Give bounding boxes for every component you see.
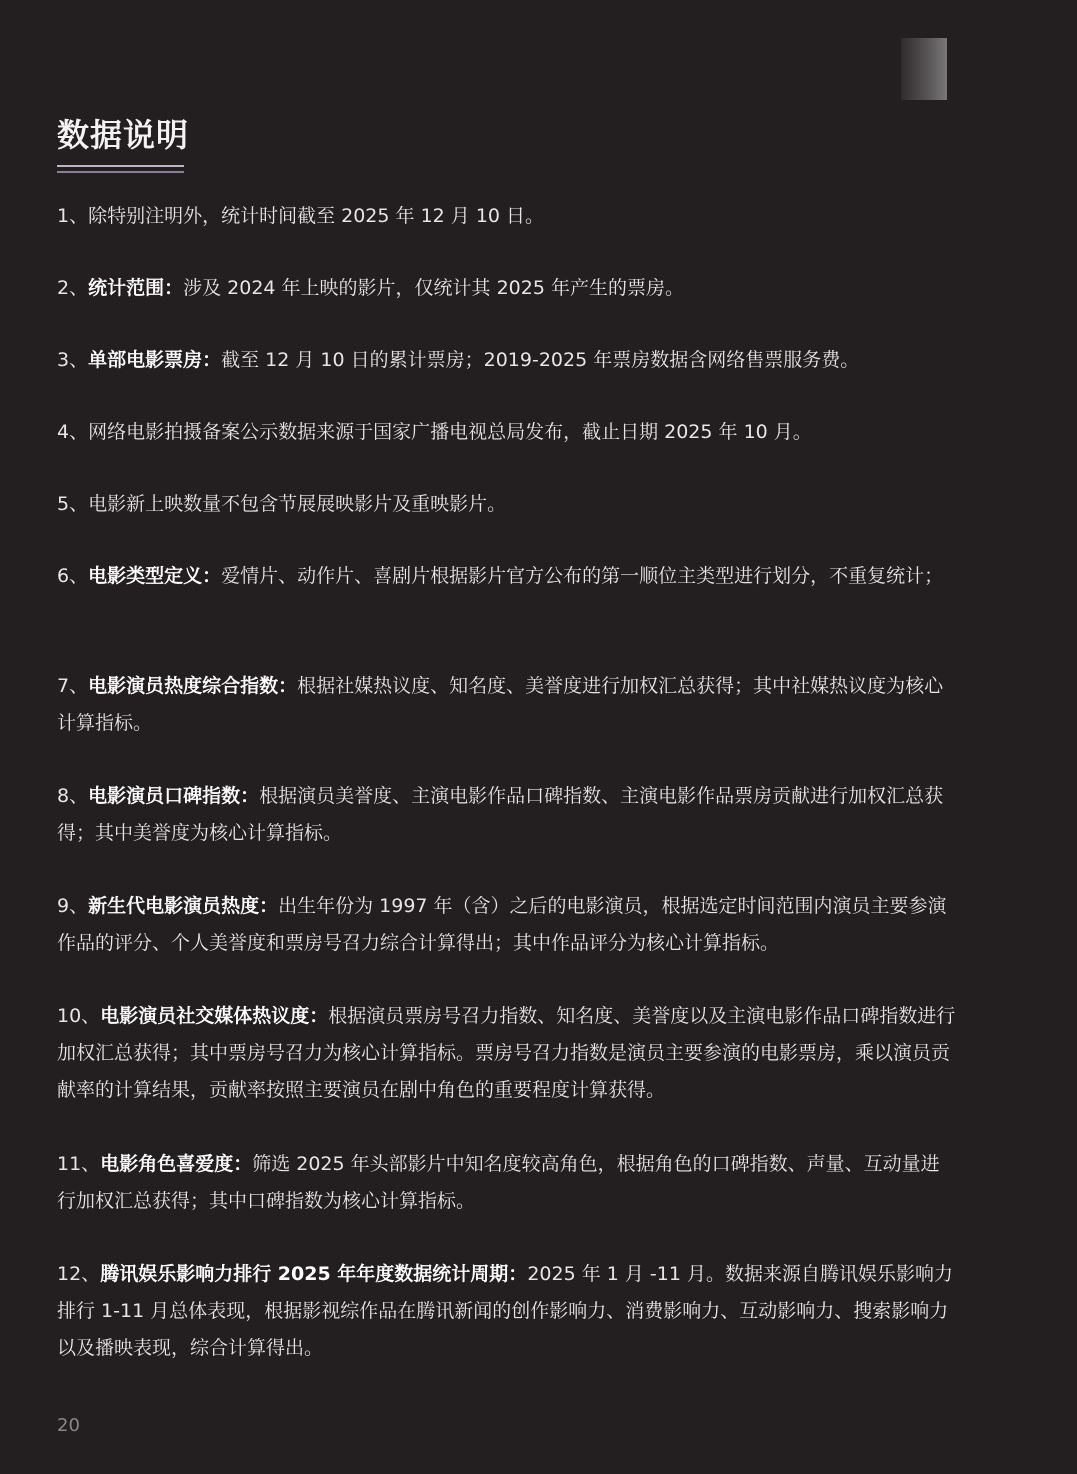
note-number: 12、: [57, 1263, 101, 1285]
note-number: 1、: [57, 205, 89, 227]
note-text: 除特别注明外，统计时间截至 2025 年 12 月 10 日。: [88, 205, 545, 227]
corner-decoration: [901, 38, 947, 100]
note-number: 10、: [57, 1005, 101, 1027]
note-text: 出生年份为 1997 年（含）之后的电影演员，根据选定时间范围内演员主要参演作品的评分、个人美誉度和票房号召力综合计算得出；其中作品评分为核心计算指标。: [57, 895, 947, 954]
note-item-5: [57, 486, 957, 523]
note-number: 7、: [57, 675, 89, 697]
page-number: 20: [57, 1415, 80, 1436]
note-lead: 电影角色喜爱度：: [100, 1153, 253, 1175]
note-lead: 电影演员社交媒体热议度：: [100, 1005, 329, 1027]
note-number: 11、: [57, 1153, 101, 1175]
note-item-10: [57, 998, 957, 1109]
page-title: 数据说明: [57, 116, 190, 154]
note-text: 根据演员美誉度、主演电影作品口碑指数、主演电影作品票房贡献进行加权汇总获得；其中美誉度为核心计算指标。: [57, 785, 944, 844]
note-number: 2、: [57, 277, 89, 299]
note-number: 5、: [57, 493, 89, 515]
note-text: 根据社媒热议度、知名度、美誉度进行加权汇总获得；其中社媒热议度为核心计算指标。: [57, 675, 944, 734]
note-item-11: [57, 1146, 957, 1220]
note-item-8: [57, 778, 957, 852]
note-text: 网络电影拍摄备案公示数据来源于国家广播电视总局发布，截止日期 2025 年 10 月。: [88, 421, 812, 443]
note-item-2: [57, 270, 957, 307]
note-item-4: [57, 414, 957, 451]
note-text: 电影新上映数量不包含节展展映影片及重映影片。: [88, 493, 507, 515]
note-number: 4、: [57, 421, 89, 443]
note-number: 9、: [57, 895, 89, 917]
note-lead: 电影演员口碑指数：: [88, 785, 260, 807]
note-text: 2025 年 1 月 -11 月。数据来源自腾讯娱乐影响力排行 1-11 月总体表现，根据影视综作品在腾讯新闻的创作影响力、消费影响力、互动影响力、搜索影响力以及播映表现，综合计算得出。: [57, 1263, 953, 1359]
note-lead: 腾讯娱乐影响力排行 2025 年年度数据统计周期：: [100, 1263, 528, 1285]
note-item-6: [57, 558, 957, 595]
note-text: 涉及 2024 年上映的影片，仅统计其 2025 年产生的票房。: [183, 277, 684, 299]
note-lead: 电影演员热度综合指数：: [88, 675, 298, 697]
note-number: 3、: [57, 349, 89, 371]
note-item-12: [57, 1256, 957, 1367]
note-text: 截至 12 月 10 日的累计票房；2019-2025 年票房数据含网络售票服务费。: [221, 349, 860, 371]
title-underline: [57, 165, 184, 173]
note-lead: 新生代电影演员热度：: [88, 895, 279, 917]
note-text: 筛选 2025 年头部影片中知名度较高角色，根据角色的口碑指数、声量、互动量进行加权汇总获得；其中口碑指数为核心计算指标。: [57, 1153, 940, 1212]
note-lead: 统计范围：: [88, 277, 184, 299]
note-item-3: [57, 342, 957, 379]
note-number: 6、: [57, 565, 89, 587]
note-text: 根据演员票房号召力指数、知名度、美誉度以及主演电影作品口碑指数进行加权汇总获得；其中票房号召力为核心计算指标。票房号召力指数是演员主要参演的电影票房，乘以演员贡献率的计算结果，贡献率按照主要演员在剧中角色的重要程度计算获得。: [57, 1005, 956, 1101]
note-item-7: [57, 668, 957, 742]
note-item-9: [57, 888, 957, 962]
note-lead: 电影类型定义：: [88, 565, 222, 587]
note-text: 爱情片、动作片、喜剧片根据影片官方公布的第一顺位主类型进行划分，不重复统计；: [221, 565, 944, 587]
note-item-1: [57, 198, 957, 235]
note-lead: 单部电影票房：: [88, 349, 222, 371]
note-number: 8、: [57, 785, 89, 807]
